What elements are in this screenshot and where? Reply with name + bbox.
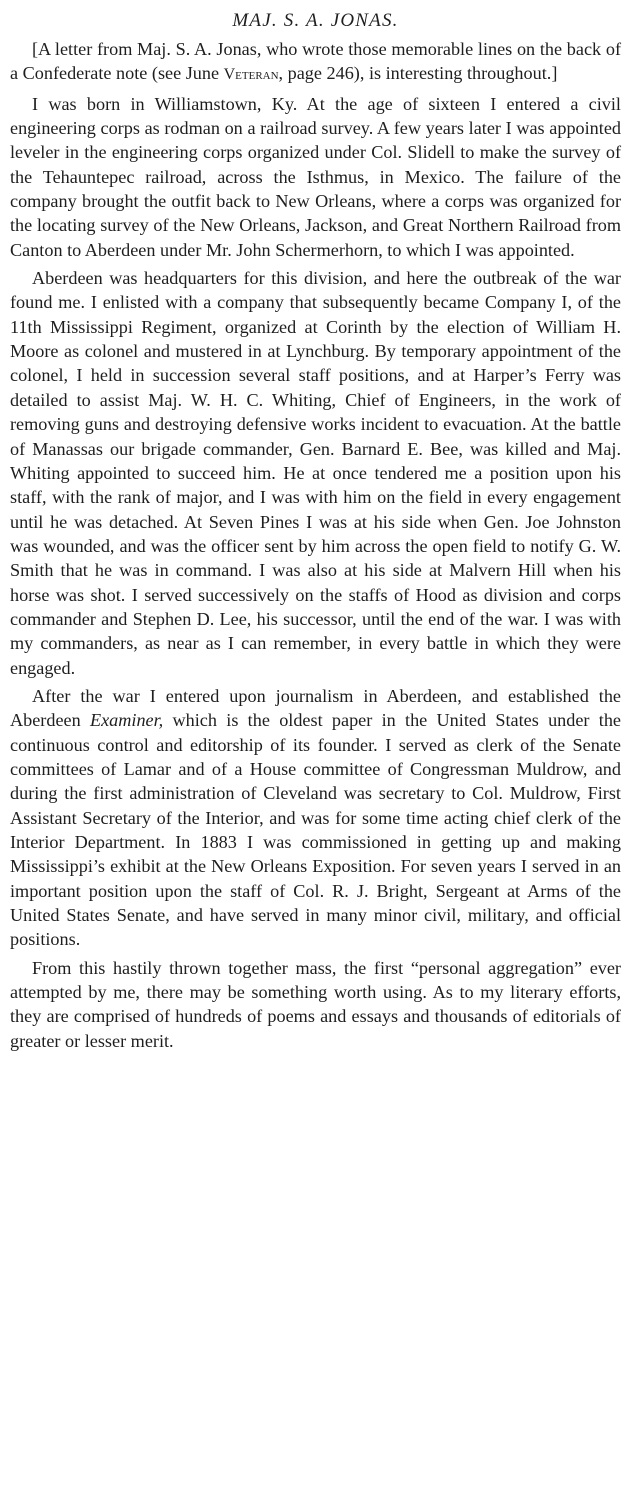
paragraph-after-war (10, 684, 621, 952)
examiner-italic: Examiner, (89, 710, 164, 731)
paragraph-war-service: Aberdeen was headquarters for this division, and here the outbreak of the war found me. I enlisted with a company that subsequently became Company I, of the 11th Mississippi Regiment, organized at Corinth by the election of William H. Moore as colonel and mustered in at Lynchburg. By temporary appointment of the colonel, I held in succession several staff positions, and at Harper’s Ferry was detailed to assist Maj. W. H. C. Whiting, Chief of Engineers, in the work of removing guns and destroying defensive works incident to evacuation. At the battle of Manassas our brigade commander, Gen. Barnard E. Bee, was killed and Maj. Whiting appointed to succeed him. He at once tendered me a position upon his staff, with the rank of major, and I was with him on the field in every engagement until he was detached. At Seven Pines I was at his side when Gen. Joe Johnston was wounded, and was the officer sent by him across the open field to notify G. W. Smith that he was in command. I was also at his side at Malvern Hill when his horse was shot. I served successively on the staffs of Hood as division and corps commander and Stephen D. Lee, his successor, until the end of the war. I was with my commanders, as near as I can remember, in every battle in which they were engaged. (10, 268, 621, 678)
intro-text-end: , page 246), is interesting throughout.] (278, 63, 558, 84)
veteran-small-caps: Veteran (223, 66, 279, 84)
intro-paragraph (10, 37, 621, 88)
article (10, 8, 621, 1057)
paragraph-early-life: I was born in Williamstown, Ky. At the age of sixteen I entered a civil engineering corps as rodman on a railroad survey. A few years later I was appointed leveler in the engineering corps organized under Col. Slidell to make the survey of the Tehauntepec railroad, across the Isthmus, in Mexico. The failure of the company brought the outfit back to New Orleans, where a corps was organized for the locating survey of the New Orleans, Jackson, and Great Northern Railroad from Canton to Aberdeen under Mr. John Schermerhorn, to which I was appointed. (10, 93, 621, 260)
intro-text-start: [A letter from Maj. S. A. Jonas, who wrote those memorable lines on the back of a Confederate note (see June (10, 39, 621, 84)
after-war-text-start: After the war I entered upon journalism in Aberdeen, and established the Aberdeen (10, 685, 621, 731)
paragraph-literary-efforts: From this hastily thrown together mass, the first “personal aggregation” ever attempted by me, there may be something worth using. As to my literary efforts, they are comprised of hundreds of poems and essays and thousands of editorials of greater or lesser merit. (10, 957, 621, 1051)
article-title: MAJ. S. A. JONAS. (232, 10, 399, 31)
after-war-text-end: which is the oldest paper in the United States under the continuous control and editorship of its founder. I served as clerk of the Senate committees of Lamar and of a House committee of Congressman Muldrow, and during the first administration of Cleveland was secretary to Col. Muldrow, First Assistant Secretary of the Interior, and was for some time acting chief clerk of the Interior Department. In 1883 I was commissioned in getting up and making Mississippi’s exhibit at the New Orleans Exposition. For seven years I served in an important position upon the staff of Col. R. J. Bright, Sergeant at Arms of the United States Senate, and have served in many minor civil, military, and official positions. (10, 710, 621, 950)
